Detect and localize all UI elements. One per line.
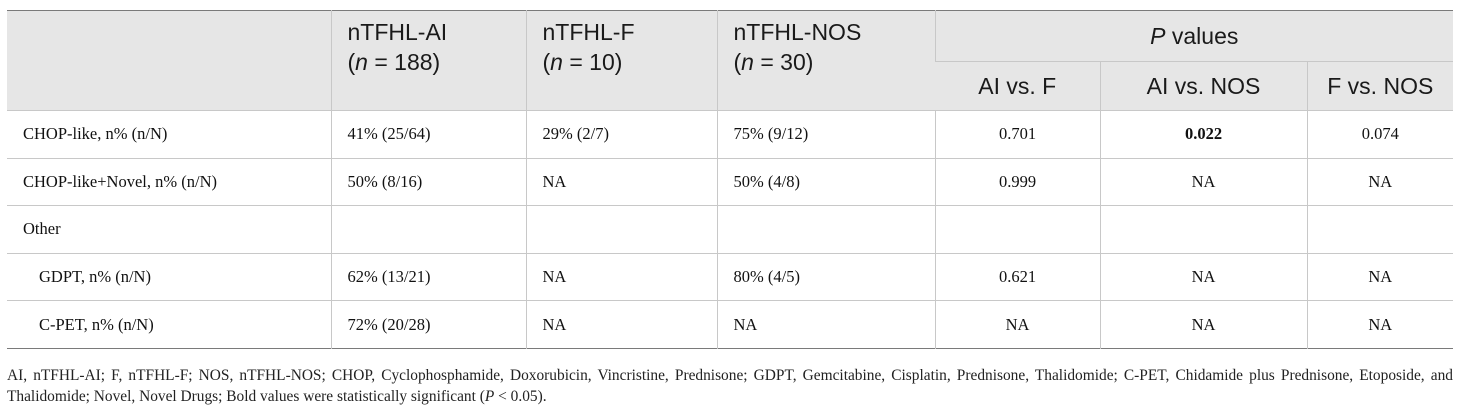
cell-f [526,206,717,254]
cell-f: NA [526,253,717,301]
cell-ai: 50% (8/16) [331,158,526,206]
cell-nos: 75% (9/12) [717,111,935,159]
cell-ai: 72% (20/28) [331,301,526,349]
header-blank-cell [7,11,331,111]
cell-nos: NA [717,301,935,349]
cell-p-f-nos [1307,206,1453,254]
cell-p-ai-nos: NA [1100,301,1307,349]
footnote-main: AI, nTFHL-AI; F, nTFHL-F; NOS, nTFHL-NOS; CHOP, Cyclophosphamide, Doxorubicin, Vincristine, Prednisone; GDPT, Gemcitabine, Cisplatin, Prednisone, Thalidomide; C-PET, Chidamide plus Prednisone, Etoposide, and Thalidomide; Novel, Novel Drugs; Bold values were statistically significant ( [7,367,1453,405]
cell-p-f-nos: NA [1307,158,1453,206]
cell-p-f-nos: NA [1307,301,1453,349]
row-label: GDPT, n% (n/N) [7,253,331,301]
header-p-ai-vs-f: AI vs. F [935,62,1100,111]
section-label: Other [7,206,331,254]
row-label: C-PET, n% (n/N) [7,301,331,349]
header-group-ai: nTFHL-AI (n = 188) [331,11,526,111]
cell-p-ai-nos [1100,206,1307,254]
table-row [7,301,1453,349]
cell-p-ai-f: NA [935,301,1100,349]
table-row [7,158,1453,206]
cell-p-ai-nos: NA [1100,158,1307,206]
cell-p-ai-nos-significant: 0.022 [1100,111,1307,159]
cell-f: NA [526,301,717,349]
results-table [7,10,1453,349]
cell-f: NA [526,158,717,206]
cell-p-ai-f: 0.701 [935,111,1100,159]
header-p-f-vs-nos: F vs. NOS [1307,62,1453,111]
table-row-section [7,206,1453,254]
cell-p-ai-f: 0.999 [935,158,1100,206]
cell-ai [331,206,526,254]
cell-ai: 62% (13/21) [331,253,526,301]
table-row [7,111,1453,159]
cell-nos [717,206,935,254]
header-p-values: P values [935,11,1453,62]
cell-nos: 80% (4/5) [717,253,935,301]
table-footnote [7,365,1453,407]
header-group-nos: nTFHL-NOS (n = 30) [717,11,935,111]
footnote-p-symbol: P [484,388,495,405]
cell-p-ai-f [935,206,1100,254]
cell-ai: 41% (25/64) [331,111,526,159]
cell-p-ai-nos: NA [1100,253,1307,301]
cell-p-f-nos: NA [1307,253,1453,301]
row-label: CHOP-like, n% (n/N) [7,111,331,159]
cell-p-ai-f: 0.621 [935,253,1100,301]
cell-nos: 50% (4/8) [717,158,935,206]
row-label: CHOP-like+Novel, n% (n/N) [7,158,331,206]
header-group-f: nTFHL-F (n = 10) [526,11,717,111]
cell-p-f-nos: 0.074 [1307,111,1453,159]
header-p-ai-vs-nos: AI vs. NOS [1100,62,1307,111]
table-row [7,253,1453,301]
footnote-tail: < 0.05). [494,388,547,405]
cell-f: 29% (2/7) [526,111,717,159]
